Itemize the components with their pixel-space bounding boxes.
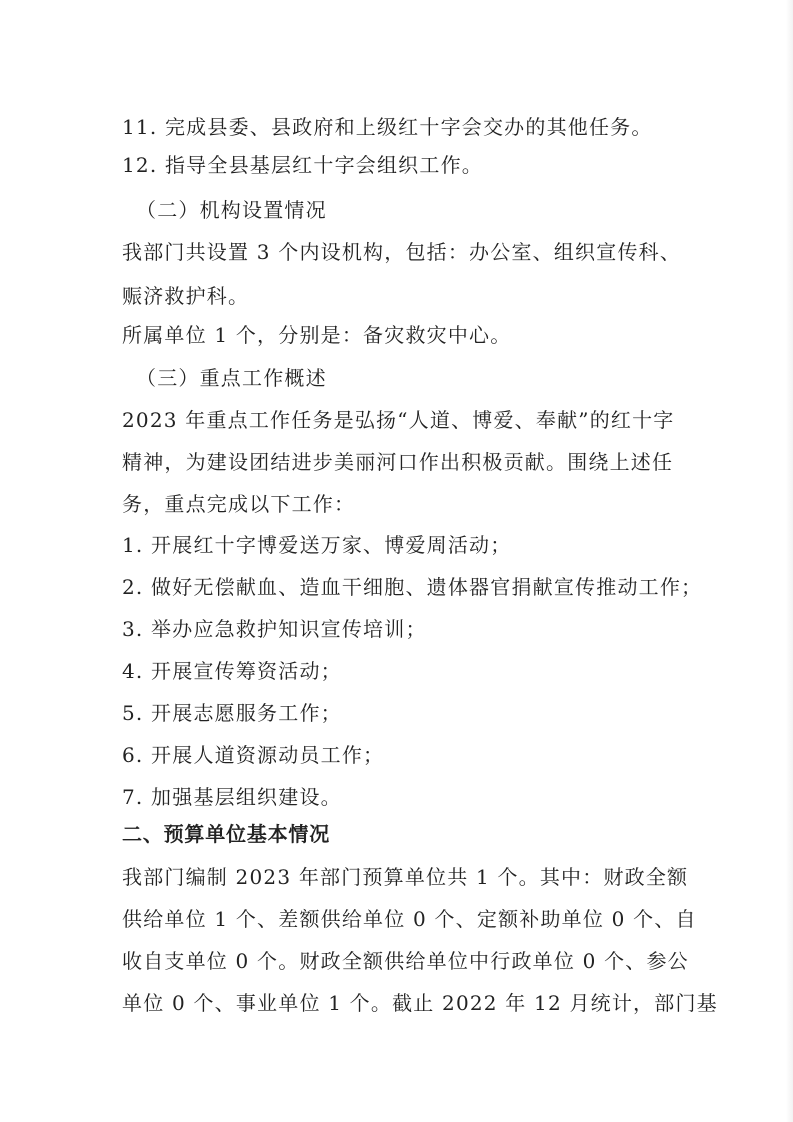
paragraph-line: 单位 0 个、事业单位 1 个。截止 2022 年 12 月统计，部门基 <box>122 991 718 1015</box>
paragraph-line: 我部门编制 2023 年部门预算单位共 1 个。其中：财政全额 <box>122 865 689 889</box>
section-heading-budget-units: 二、预算单位基本情况 <box>122 822 330 846</box>
list-item-work-6: 6. 开展人道资源动员工作； <box>122 743 385 767</box>
list-item-work-7: 7. 加强基层组织建设。 <box>122 785 342 809</box>
paragraph-line-task-11: 11. 完成县委、县政府和上级红十字会交办的其他任务。 <box>122 115 653 139</box>
paragraph-line: 务，重点完成以下工作： <box>122 492 356 516</box>
section-heading-organization: （二）机构设置情况 <box>136 198 327 222</box>
paragraph-line: 我部门共设置 3 个内设机构，包括：办公室、组织宣传科、 <box>122 240 682 264</box>
list-item-work-5: 5. 开展志愿服务工作； <box>122 701 342 725</box>
scan-edge-shadow <box>786 0 793 1122</box>
list-item-work-1: 1. 开展红十字博爱送万家、博爱周活动； <box>122 533 512 557</box>
paragraph-line: 精神，为建设团结进步美丽河口作出积极贡献。围绕上述任 <box>122 450 674 474</box>
section-heading-key-work: （三）重点工作概述 <box>136 366 327 390</box>
paragraph-line: 所属单位 1 个，分别是：备灾救灾中心。 <box>122 323 512 347</box>
paragraph-line: 赈济救护科。 <box>122 284 250 308</box>
list-item-work-4: 4. 开展宣传筹资活动； <box>122 659 342 683</box>
paragraph-line-task-12: 12. 指导全县基层红十字会组织工作。 <box>122 153 483 177</box>
paragraph-line: 2023 年重点工作任务是弘扬“人道、博爱、奉献”的红十字 <box>122 408 675 432</box>
paragraph-line: 供给单位 1 个、差额供给单位 0 个、定额补助单位 0 个、自 <box>122 907 697 931</box>
paragraph-line: 收自支单位 0 个。财政全额供给单位中行政单位 0 个、参公 <box>122 949 689 973</box>
list-item-work-2: 2. 做好无偿献血、造血干细胞、遗体器官捐献宣传推动工作； <box>122 575 703 599</box>
list-item-work-3: 3. 举办应急救护知识宣传培训； <box>122 617 427 641</box>
